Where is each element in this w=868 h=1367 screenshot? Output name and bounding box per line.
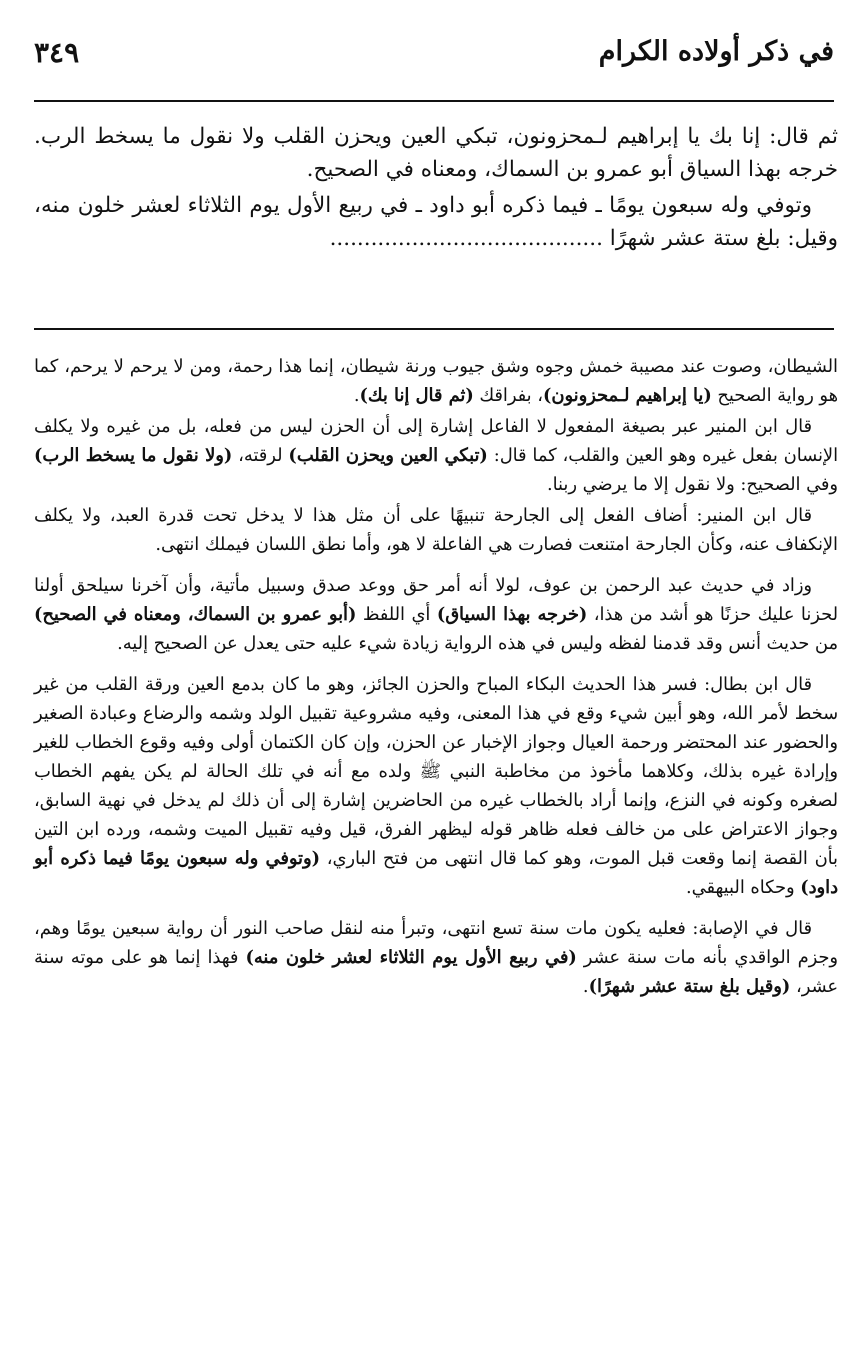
commentary-paragraph <box>34 412 838 499</box>
quoted-matn-text: (ثم قال إنا بك) <box>359 385 474 406</box>
running-title: في ذكر أولاده الكرام <box>598 36 834 67</box>
quoted-matn-text: (يا إبراهيم لـمحزونون) <box>543 385 712 406</box>
page-number: ٣٤٩ <box>34 36 80 69</box>
section-divider <box>34 328 834 330</box>
commentary-text: لرقته، <box>232 445 289 466</box>
hadith-paragraph: ثم قال: إنا بك يا إبراهيم لـمحزونون، تبكي العين ويحزن القلب ولا نقول ما يسخط الرب. خرجه بهذا السياق أبو عمرو بن السماك، ومعناه في الصحيح. <box>34 124 838 183</box>
leader-dots: ........................................ <box>329 225 603 251</box>
commentary-text: قال ابن المنير عبر بصيغة المفعول لا الفاعل إشارة إلى أن الحزن ليس من فعله، بل من غيره ولا يكلف الإنسان بفعل غيره وهو العين والقلب، كما قال: <box>34 416 839 466</box>
quoted-matn-text: (وقيل بلغ ستة عشر شهرًا) <box>588 976 791 997</box>
page-header <box>34 36 834 84</box>
commentary-paragraph <box>34 914 838 1001</box>
commentary-paragraph <box>34 352 838 410</box>
commentary-text: قال في الإصابة: فعليه يكون مات سنة تسع انتهى، وتبرأ منه لنقل صاحب النور أن رواية سبعين يومًا وهم، وجزم الواقدي بأنه مات سنة عشر <box>34 918 838 968</box>
quoted-matn-text: (ولا نقول ما يسخط الرب) <box>34 445 233 466</box>
commentary-text: وفي الصحيح: ولا نقول إلا ما يرضي ربنا. <box>546 474 838 495</box>
commentary-paragraph <box>34 670 838 902</box>
commentary-text: وزاد في حديث عبد الرحمن بن عوف، لولا أنه أمر حق ووعد صدق وسبيل مأتية، وأن آخرنا سيلحق أولنا لحزنا عليك حزنًا هو أشد من هذا، <box>34 575 838 625</box>
hadith-paragraph <box>34 189 838 256</box>
commentary-text: الشيطان، وصوت عند مصيبة خمش وجوه وشق جيوب ورنة شيطان، إنما هذا رحمة، ومن لا يرحم لا يرحم، كما هو رواية الصحيح <box>34 356 838 406</box>
hadith-paragraph-text: وتوفي وله سبعون يومًا ـ فيما ذكره أبو داود ـ في ربيع الأول يوم الثلاثاء لعشر خلون منه، وقيل: بلغ ستة عشر شهرًا <box>34 192 838 251</box>
hadith-text-block <box>34 120 838 257</box>
commentary-block <box>34 352 838 1003</box>
quoted-matn-text: (خرجه بهذا السياق) <box>436 604 588 625</box>
commentary-paragraph <box>34 501 838 559</box>
commentary-text: أي اللفظ <box>356 604 437 625</box>
commentary-text: قال ابن المنير: أضاف الفعل إلى الجارحة تنبيهًا على أن مثل هذا لا يدخل تحت قدرة العبد، ولا يكلف الإنكفاف عنه، وكأن الجارحة امتنعت فصارت هي الفاعلة لا هو، وأما نطق اللسان فيملك انتهى. <box>34 505 838 555</box>
commentary-text: ، بفراقك <box>473 385 544 406</box>
commentary-text: من حديث أنس وقد قدمنا لفظه وليس في هذه الرواية زيادة شيء عليه حتى يعدل عن الصحيح إليه. <box>117 633 838 654</box>
commentary-text: . <box>582 976 589 997</box>
commentary-paragraph <box>34 571 838 658</box>
commentary-text: . <box>353 385 360 406</box>
commentary-text: قال ابن بطال: فسر هذا الحديث البكاء المباح والحزن الجائز، وهو ما كان بدمع العين ورقة القلب من غير سخط لأمر الله، وهو أبين شيء وقع في هذا المعنى، وفيه مشروعية تقبيل الولد وشمه والرضاع وعبادة الصغير والحضور عند المحتضر ورحمة العيال وجواز الإخبار عن الحزن، وإن كان الكتمان أولى وفيه وقوع الخطاب للغير وإرادة غيره بذلك، وكلاهما مأخوذ من مخاطبة النبي ﷺ ولده مع أنه في تلك الحالة لم يكن يفهم الخطاب لصغره وكونه في النزع، وإنما أراد بالخطاب غيره من الحاضرين إشارة إلى أن ذلك لم يدخل في نهية السابق، وجواز الاعتراض على من خالف فعله ظاهر قوله ليظهر الفرق، قيل وفيه تقبيل الميت وشمه، ورده ابن التين بأن القصة إنما وقعت قبل الموت، وهو كما قال انتهى من فتح الباري، <box>34 674 838 869</box>
quoted-matn-text: (تبكي العين ويحزن القلب) <box>288 445 488 466</box>
quoted-matn-text: (في ربيع الأول يوم الثلاثاء لعشر خلون منه) <box>245 947 577 968</box>
quoted-matn-text: (وتوفي وله سبعون يومًا فيما ذكره أبو داود) <box>34 848 838 898</box>
commentary-text: وحكاه البيهقي. <box>686 877 801 898</box>
quoted-matn-text: (أبو عمرو بن السماك، ومعناه في الصحيح) <box>34 604 357 625</box>
header-divider <box>34 100 834 102</box>
commentary-text: فهذا إنما هو على موته سنة عشر، <box>34 947 838 997</box>
